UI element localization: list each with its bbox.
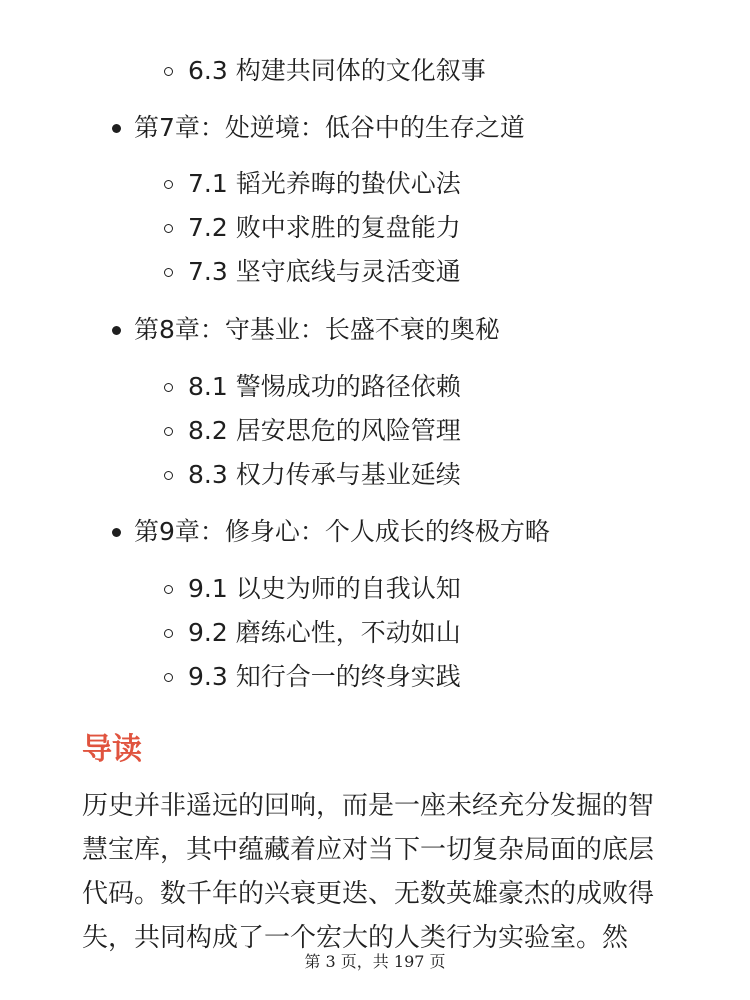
circle-bullet-icon xyxy=(164,629,173,638)
circle-bullet-icon xyxy=(164,673,173,682)
toc-section-label: 8.2 居安思危的风险管理 xyxy=(188,416,461,445)
page-number-footer: 第 3 页，共 197 页 xyxy=(304,952,446,971)
toc-section-label: 6.3 构建共同体的文化叙事 xyxy=(188,56,486,85)
circle-bullet-icon xyxy=(164,585,173,594)
toc-section-label: 9.2 磨练心性，不动如山 xyxy=(188,618,461,647)
circle-bullet-icon xyxy=(164,471,173,480)
paragraph-line: 代码。数千年的兴衰更迭、无数英雄豪杰的成败得 xyxy=(82,879,655,909)
circle-bullet-icon xyxy=(164,180,173,189)
intro-heading: 导读 xyxy=(82,732,142,767)
paragraph-line: 历史并非遥远的回响，而是一座未经充分发掘的智 xyxy=(82,791,655,821)
toc-chapter-label: 第8章：守基业：长盛不衰的奥秘 xyxy=(134,315,500,344)
toc-section-label: 8.1 警惕成功的路径依赖 xyxy=(188,372,461,401)
paragraph-line: 慧宝库，其中蕴藏着应对当下一切复杂局面的底层 xyxy=(82,835,655,865)
toc-section-label: 7.3 坚守底线与灵活变通 xyxy=(188,257,461,286)
circle-bullet-icon xyxy=(164,427,173,436)
toc-chapter-label: 第9章：修身心：个人成长的终极方略 xyxy=(134,517,550,546)
toc-section-label: 8.3 权力传承与基业延续 xyxy=(188,460,461,489)
toc-section-label: 7.1 韬光养晦的蛰伏心法 xyxy=(188,169,461,198)
disc-bullet-icon xyxy=(112,528,121,537)
toc-chapter-label: 第7章：处逆境：低谷中的生存之道 xyxy=(134,113,525,142)
paragraph-line: 失，共同构成了一个宏大的人类行为实验室。然 xyxy=(82,923,629,953)
intro-paragraph xyxy=(82,784,682,960)
circle-bullet-icon xyxy=(164,383,173,392)
circle-bullet-icon xyxy=(164,268,173,277)
circle-bullet-icon xyxy=(164,67,173,76)
toc-section-label: 9.3 知行合一的终身实践 xyxy=(188,662,461,691)
toc-section-label: 7.2 败中求胜的复盘能力 xyxy=(188,213,461,242)
disc-bullet-icon xyxy=(112,124,121,133)
circle-bullet-icon xyxy=(164,224,173,233)
toc-section-label: 9.1 以史为师的自我认知 xyxy=(188,574,461,603)
disc-bullet-icon xyxy=(112,326,121,335)
